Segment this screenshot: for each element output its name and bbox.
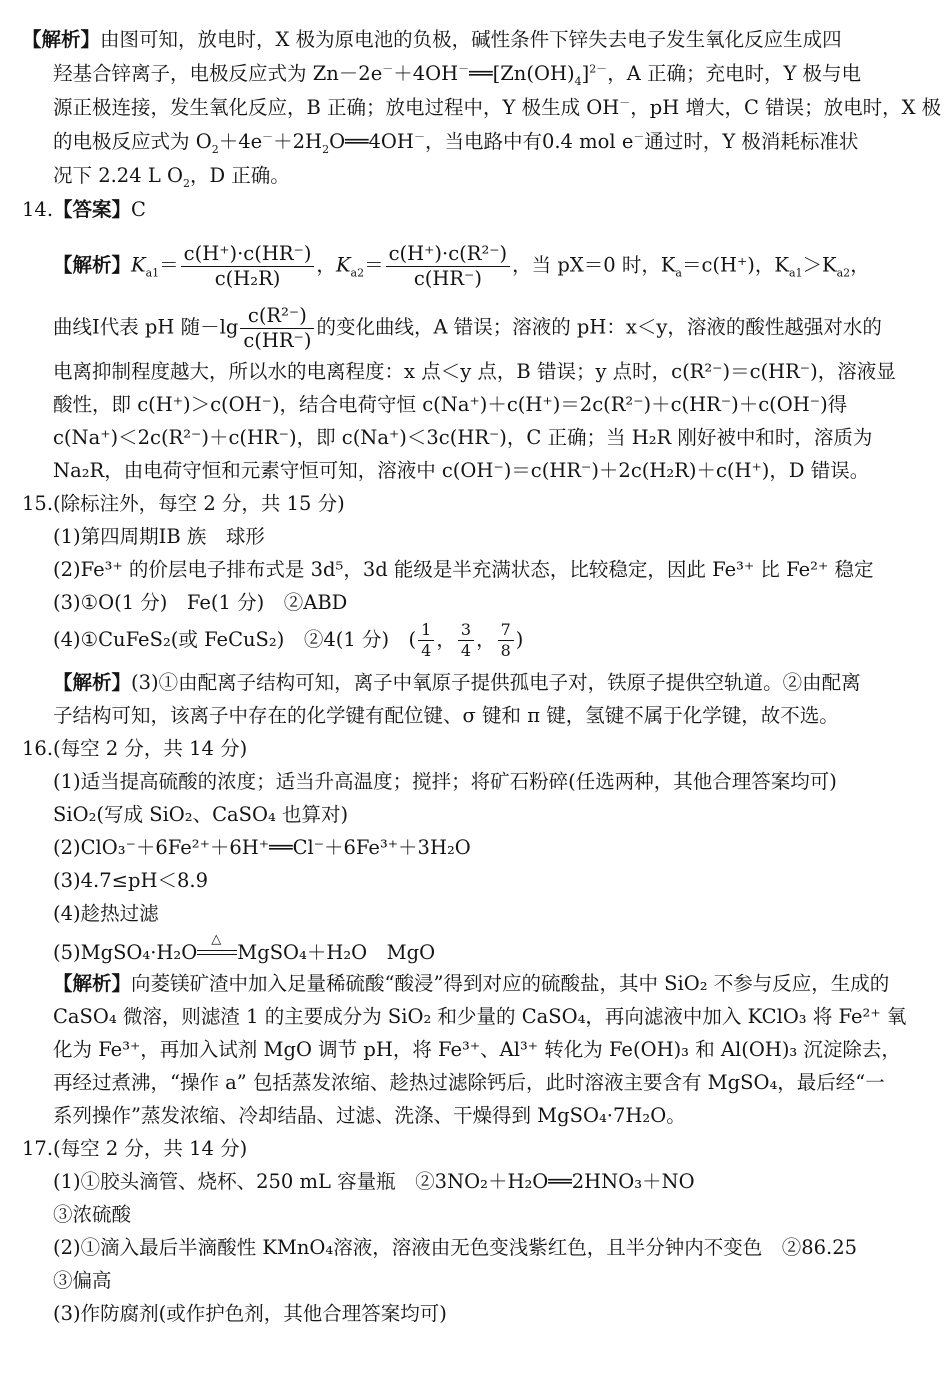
analysis-tag: 【解析】 bbox=[53, 972, 132, 995]
q15-answer-2: (2)Fe³⁺ 的价层电子排布式是 3d⁵，3d 能级是半充满状态，比较稳定，因此 Fe³⁺ 比 Fe²⁺ 稳定 bbox=[53, 558, 874, 581]
q16-analysis-line-1 bbox=[53, 974, 889, 994]
text: 的变化曲线，A 错误；溶液的 pH：x＜y，溶液的酸性越强对水的 bbox=[316, 315, 882, 339]
q13-analysis-line-1 bbox=[22, 30, 842, 50]
text: 向菱镁矿渣中加入足量稀硫酸“酸浸”得到对应的硫酸盐，其中 SiO₂ 不参与反应，生成的 bbox=[131, 972, 890, 995]
analysis-tag: 【解析】 bbox=[53, 671, 132, 694]
q17-answer-2b: ③偏高 bbox=[53, 1269, 112, 1292]
sup: 2－ bbox=[589, 62, 608, 76]
denominator: c(H₂R) bbox=[214, 266, 281, 290]
q14-analysis-line-1 bbox=[53, 244, 870, 288]
text: ，A 正确；充电时，Y 极与电 bbox=[607, 62, 862, 85]
question-number: 14. bbox=[22, 198, 54, 221]
text: ) bbox=[515, 628, 524, 651]
q16-analysis-line-5: 系列操作”蒸发浓缩、冷却结晶、过滤、洗涤、干燥得到 MgSO₄·7H₂O。 bbox=[53, 1104, 686, 1127]
text: ，当 pX＝0 时，K bbox=[512, 253, 676, 277]
analysis-tag: 【解析】 bbox=[22, 28, 101, 51]
question-number: 17. bbox=[22, 1137, 54, 1160]
fraction-7-8 bbox=[498, 622, 514, 659]
text: ，当电路中有0.4 mol e bbox=[424, 130, 634, 153]
q14-analysis-line-4: 酸性，即 c(H⁺)＞c(OH⁻)，结合电荷守恒 c(Na⁺)＋c(H⁺)＝2c(R²⁻)＋c(HR⁻)＋c(OH⁻)得 bbox=[53, 393, 848, 416]
sup: － bbox=[382, 62, 394, 76]
answer-value: C bbox=[131, 198, 146, 221]
fraction-ka1 bbox=[181, 244, 315, 288]
denominator: 4 bbox=[460, 641, 472, 660]
q17-header bbox=[22, 1139, 247, 1159]
text: ＋4OH bbox=[393, 62, 459, 85]
fraction-log bbox=[240, 306, 314, 350]
numerator: c(R²⁻) bbox=[240, 306, 314, 329]
q17-answer-2: (2)①滴入最后半滴酸性 KMnO₄溶液，溶液由无色变浅紫红色，且半分钟内不变色 ②86.25 bbox=[53, 1236, 858, 1259]
sub: 2 bbox=[211, 142, 219, 156]
text: ， bbox=[850, 253, 870, 277]
question-number: 15. bbox=[22, 492, 54, 515]
text: ，D 正确。 bbox=[189, 164, 290, 187]
numerator: c(H⁺)·c(HR⁻) bbox=[181, 244, 315, 267]
analysis-tag: 【解析】 bbox=[53, 253, 132, 277]
text: (5)MgSO₄·H₂O bbox=[53, 941, 198, 964]
text: (3)①由配离子结构可知，离子中氧原子提供孤电子对，铁原子提供空轨道。②由配离 bbox=[131, 671, 861, 694]
q15-answer-4 bbox=[53, 622, 523, 659]
text: 源正极连接，发生氧化反应，B 正确；放电过程中，Y 极生成 OH bbox=[53, 96, 620, 119]
text: 的电极反应式为 O bbox=[53, 130, 212, 153]
q13-analysis-line-3 bbox=[53, 98, 941, 118]
text: 由图可知，放电时，X 极为原电池的负极，碱性条件下锌失去电子发生氧化反应生成四 bbox=[100, 28, 842, 51]
text: ＋2H bbox=[273, 130, 323, 153]
q16-answer-4: (4)趁热过滤 bbox=[53, 902, 159, 925]
sub: 2 bbox=[182, 176, 190, 190]
q16-answer-5 bbox=[53, 931, 436, 964]
sub: 2 bbox=[322, 142, 330, 156]
text: ， bbox=[316, 253, 336, 277]
q17-answer-1b: ③浓硫酸 bbox=[53, 1203, 132, 1226]
q16-analysis-line-3: 化为 Fe³⁺，再加入试剂 MgO 调节 pH，将 Fe³⁺、Al³⁺ 转化为 Fe(OH)₃ 和 Al(OH)₃ 沉淀除去， bbox=[53, 1038, 901, 1061]
fraction-1-4 bbox=[418, 622, 434, 659]
text: ＝ bbox=[364, 253, 384, 277]
text: ══[Zn(OH) bbox=[469, 62, 575, 85]
text: ，pH 增大，C 错误；放电时，X 极 bbox=[630, 96, 942, 119]
sub: a1 bbox=[788, 266, 803, 280]
denominator: c(HR⁻) bbox=[413, 266, 482, 290]
q15-analysis-line-2: 子结构可知，该离子中存在的化学键有配位键、σ 键和 π 键，氢键不属于化学键，故不选。 bbox=[53, 704, 839, 727]
text: ， bbox=[476, 628, 496, 651]
heating-equals-sign bbox=[197, 931, 237, 959]
text: 羟基合锌离子，电极反应式为 Zn－2e bbox=[53, 62, 383, 85]
q13-analysis-line-5 bbox=[53, 164, 290, 190]
q14-answer bbox=[22, 200, 146, 220]
text: ＞K bbox=[802, 253, 837, 277]
sup: － bbox=[633, 130, 645, 144]
numerator: 7 bbox=[498, 622, 514, 641]
text: 况下 2.24 L O bbox=[53, 164, 183, 187]
q13-analysis-line-4 bbox=[53, 130, 859, 156]
denominator: 8 bbox=[500, 641, 511, 660]
q14-analysis-line-5: c(Na⁺)＜2c(R²⁻)＋c(HR⁻)，即 c(Na⁺)＜3c(HR⁻)，C 正确；当 H₂R 刚好被中和时，溶质为 bbox=[53, 426, 873, 449]
text: MgSO₄＋H₂O MgO bbox=[237, 941, 436, 964]
q16-answer-2: (2)ClO₃⁻＋6Fe²⁺＋6H⁺══Cl⁻＋6Fe³⁺＋3H₂O bbox=[53, 836, 471, 859]
q16-answer-1: (1)适当提高硫酸的浓度；适当升高温度；搅拌；将矿石粉碎(任选两种，其他合理答案均可) bbox=[53, 770, 837, 793]
q15-answer-3: (3)①O(1 分) Fe(1 分) ②ABD bbox=[53, 591, 348, 614]
symbol: K bbox=[131, 253, 146, 277]
text: (4)①CuFeS₂(或 FeCuS₂) ②4(1 分) ( bbox=[53, 628, 417, 651]
text: ＝ bbox=[159, 253, 179, 277]
q16-analysis-line-4: 再经过煮沸，“操作 a” 包括蒸发浓缩、趁热过滤除钙后，此时溶液主要含有 MgSO₄，最后经“一 bbox=[53, 1071, 885, 1094]
text: ， bbox=[436, 628, 456, 651]
q16-header bbox=[22, 739, 247, 759]
q17-answer-1: (1)①胶头滴管、烧杯、250 mL 容量瓶 ②3NO₂＋H₂O══2HNO₃＋NO bbox=[53, 1170, 695, 1193]
scoring-note: (每空 2 分，共 14 分) bbox=[53, 737, 248, 760]
text: ＋4e bbox=[218, 130, 263, 153]
q17-answer-3: (3)作防腐剂(或作护色剂，其他合理答案均可) bbox=[53, 1302, 447, 1325]
symbol: K bbox=[335, 253, 351, 277]
scoring-note: (除标注外，每空 2 分，共 15 分) bbox=[53, 492, 345, 515]
text: ] bbox=[581, 62, 590, 85]
sup: － bbox=[262, 130, 274, 144]
sub: a2 bbox=[350, 266, 365, 280]
denominator: c(HR⁻) bbox=[243, 328, 312, 352]
q14-analysis-line-6: Na₂R，由电荷守恒和元素守恒可知，溶液中 c(OH⁻)＝c(HR⁻)＋2c(H₂R)＋c(H⁺)，D 错误。 bbox=[53, 459, 870, 482]
sup: － bbox=[619, 96, 631, 110]
q15-header bbox=[22, 494, 345, 514]
sub: 4 bbox=[574, 74, 582, 88]
numerator: c(H⁺)·c(R²⁻) bbox=[386, 244, 511, 267]
q15-analysis-line-1 bbox=[53, 673, 861, 693]
scoring-note: (每空 2 分，共 14 分) bbox=[53, 1137, 248, 1160]
sub: a1 bbox=[145, 266, 160, 280]
q16-analysis-line-2: CaSO₄ 微溶，则滤渣 1 的主要成分为 SiO₂ 和少量的 CaSO₄，再向滤液中加入 KClO₃ 将 Fe²⁺ 氧 bbox=[53, 1005, 907, 1028]
q16-answer-3: (3)4.7≤pH＜8.9 bbox=[53, 869, 208, 892]
q14-analysis-line-3: 电离抑制程度越大，所以水的电离程度：x 点＜y 点，B 错误；y 点时，c(R²⁻)＝c(HR⁻)，溶液显 bbox=[53, 360, 896, 383]
numerator: 1 bbox=[418, 622, 434, 641]
q15-answer-1: (1)第四周期ⅠB 族 球形 bbox=[53, 525, 265, 548]
question-number: 16. bbox=[22, 737, 54, 760]
text: 通过时，Y 极消耗标准状 bbox=[644, 130, 859, 153]
text: 曲线Ⅰ代表 pH 随－lg bbox=[53, 315, 239, 339]
text: ＝c(H⁺)，K bbox=[681, 253, 789, 277]
sub: a bbox=[675, 266, 682, 280]
q13-analysis-line-2 bbox=[53, 62, 862, 88]
heat-symbol: △ bbox=[211, 931, 222, 947]
q14-analysis-line-2 bbox=[53, 306, 882, 350]
denominator: 4 bbox=[421, 641, 432, 660]
q16-answer-1b: SiO₂(写成 SiO₂、CaSO₄ 也算对) bbox=[53, 803, 349, 826]
sub: a2 bbox=[836, 266, 851, 280]
fraction-ka2 bbox=[386, 244, 511, 288]
text: O══4OH bbox=[329, 130, 414, 153]
numerator: 3 bbox=[458, 622, 474, 641]
fraction-3-4 bbox=[458, 622, 474, 659]
sup: － bbox=[458, 62, 470, 76]
answer-tag: 【答案】 bbox=[53, 198, 132, 221]
sup: － bbox=[413, 130, 425, 144]
